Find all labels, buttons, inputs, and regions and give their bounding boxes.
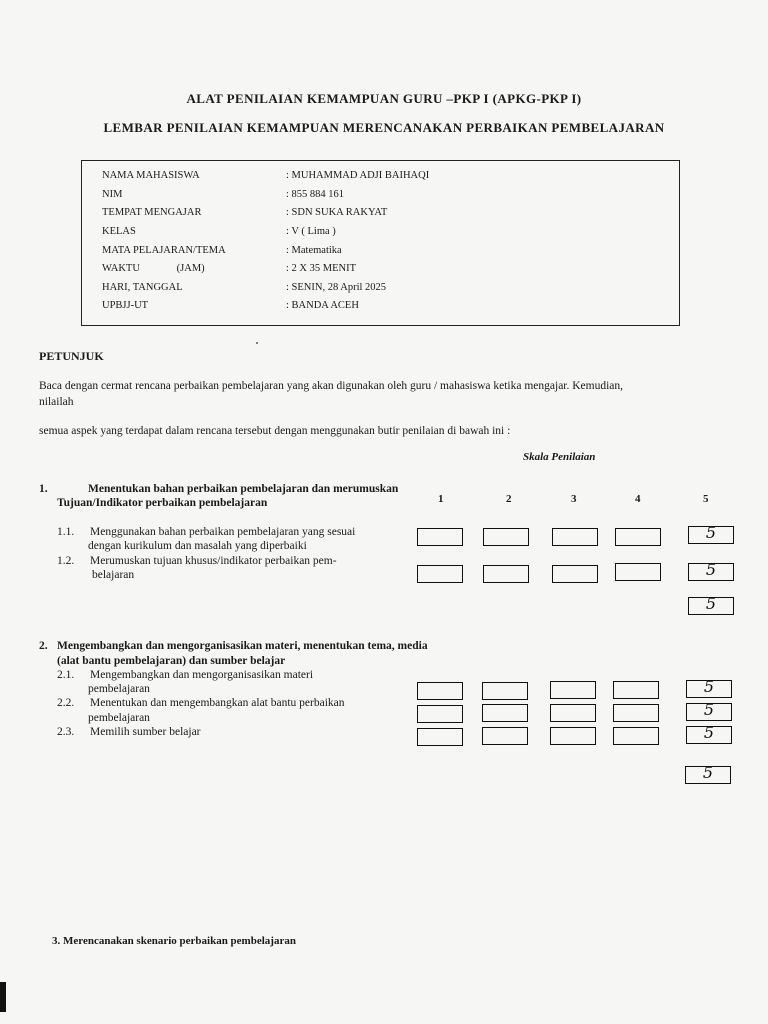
score-box-1-1-1[interactable] — [417, 528, 463, 546]
item-text: pembelajaran — [88, 712, 150, 724]
section-number: 2. — [39, 640, 48, 652]
handwritten-score: 5 — [702, 763, 714, 782]
score-box-1-1-3[interactable] — [552, 528, 598, 546]
handwritten-score: 5 — [705, 594, 717, 613]
item-number: 1.2. — [57, 555, 75, 567]
scale-number: 3 — [571, 493, 577, 505]
item-number: 2.1. — [57, 669, 75, 681]
identity-label: KELAS — [102, 226, 136, 237]
instructions-line: semua aspek yang terdapat dalam rencana tersebut dengan menggunakan butir penilaian di bawah ini : — [39, 425, 511, 437]
item-text: belajaran — [92, 569, 135, 581]
item-number: 2.2. — [57, 697, 75, 709]
section-title: Tujuan/Indikator perbaikan pembelajaran — [57, 497, 268, 509]
item-number: 2.3. — [57, 726, 75, 738]
item-text: dengan kurikulum dan masalah yang diperbaiki — [88, 540, 307, 552]
identity-value: : MUHAMMAD ADJI BAIHAQI — [286, 170, 430, 181]
handwritten-score: 5 — [703, 723, 715, 742]
handwritten-score: 5 — [703, 700, 715, 719]
item-text: Menggunakan bahan perbaikan pembelajaran yang sesuai — [90, 526, 356, 538]
score-box-1-1-2[interactable] — [483, 528, 529, 546]
item-text: Merumuskan tujuan khusus/indikator perbaikan pem- — [90, 555, 337, 567]
identity-value: : 855 884 161 — [286, 189, 345, 200]
scale-number: 1 — [438, 493, 444, 505]
score-box-2-3-5[interactable] — [686, 723, 732, 744]
score-box-2-2-2[interactable] — [482, 704, 528, 722]
score-box-1-2-3[interactable] — [552, 565, 598, 583]
identity-label: TEMPAT MENGAJAR — [102, 207, 202, 218]
instructions-line: Baca dengan cermat rencana perbaikan pembelajaran yang akan digunakan oleh guru / mahasiswa ketika mengajar. Kemudian, — [39, 380, 624, 392]
score-box-1-2-4[interactable] — [615, 563, 661, 581]
score-box-2-1-4[interactable] — [613, 681, 659, 699]
handwritten-score: 5 — [705, 523, 717, 542]
identity-label: NAMA MAHASISWA — [102, 170, 200, 181]
identity-label: HARI, TANGGAL — [102, 282, 183, 293]
score-box-2-1-1[interactable] — [417, 682, 463, 700]
score-box-2-1-3[interactable] — [550, 681, 596, 699]
item-text: Memilih sumber belajar — [90, 726, 201, 738]
scale-number: 5 — [703, 493, 709, 505]
score-box-1-2-1[interactable] — [417, 565, 463, 583]
score-box-2-2-5[interactable] — [686, 700, 732, 721]
section2-total-box[interactable] — [685, 763, 731, 784]
identity-label: MATA PELAJARAN/TEMA — [102, 245, 226, 256]
section-title: Mengembangkan dan mengorganisasikan materi, menentukan tema, media — [57, 640, 428, 652]
score-box-2-3-4[interactable] — [613, 727, 659, 745]
score-box-1-2-2[interactable] — [483, 565, 529, 583]
score-box-2-2-4[interactable] — [613, 704, 659, 722]
section1-total-box[interactable] — [688, 594, 734, 615]
instructions-heading: PETUNJUK — [39, 349, 104, 363]
scale-label: Skala Penilaian — [523, 451, 596, 463]
stray-dot — [256, 342, 258, 344]
score-box-1-1-5[interactable] — [688, 523, 734, 544]
section-title: (alat bantu pembelajaran) dan sumber belajar — [57, 655, 286, 667]
identity-value: : SDN SUKA RAKYAT — [286, 207, 388, 218]
identity-value: : Matematika — [286, 245, 342, 256]
scale-number: 2 — [506, 493, 512, 505]
score-box-2-1-2[interactable] — [482, 682, 528, 700]
identity-label: NIM — [102, 189, 123, 200]
score-box-1-1-4[interactable] — [615, 528, 661, 546]
section-3-title: 3. Merencanakan skenario perbaikan pembelajaran — [52, 935, 296, 947]
section-title: Menentukan bahan perbaikan pembelajaran dan merumuskan — [88, 483, 399, 495]
item-text: Mengembangkan dan mengorganisasikan materi — [90, 669, 314, 681]
score-box-2-3-2[interactable] — [482, 727, 528, 745]
score-box-2-3-3[interactable] — [550, 727, 596, 745]
section-number: 1. — [39, 483, 48, 495]
form-subtitle: LEMBAR PENILAIAN KEMAMPUAN MERENCANAKAN PERBAIKAN PEMBELAJARAN — [103, 120, 665, 135]
handwritten-score: 5 — [703, 677, 715, 696]
identity-label: WAKTU (JAM) — [102, 263, 205, 274]
identity-value: : BANDA ACEH — [286, 300, 359, 311]
identity-value: : 2 X 35 MENIT — [286, 263, 356, 274]
score-box-1-2-5[interactable] — [688, 560, 734, 581]
identity-value: : SENIN, 28 April 2025 — [286, 282, 387, 293]
identity-label: UPBJJ-UT — [102, 300, 149, 311]
identity-value: : V ( Lima ) — [286, 226, 336, 237]
handwritten-score: 5 — [705, 560, 717, 579]
score-box-2-2-3[interactable] — [550, 704, 596, 722]
item-number: 1.1. — [57, 526, 75, 538]
score-box-2-3-1[interactable] — [417, 728, 463, 746]
instructions-line: nilailah — [39, 396, 74, 408]
scale-number: 4 — [635, 493, 641, 505]
item-text: pembelajaran — [88, 683, 150, 695]
identity-box — [81, 160, 680, 326]
form-title: ALAT PENILAIAN KEMAMPUAN GURU –PKP I (APKG-PKP I) — [186, 91, 582, 106]
score-box-2-1-5[interactable] — [686, 677, 732, 698]
scan-edge-mark — [0, 982, 6, 1012]
score-box-2-2-1[interactable] — [417, 705, 463, 723]
item-text: Menentukan dan mengembangkan alat bantu perbaikan — [90, 697, 345, 709]
